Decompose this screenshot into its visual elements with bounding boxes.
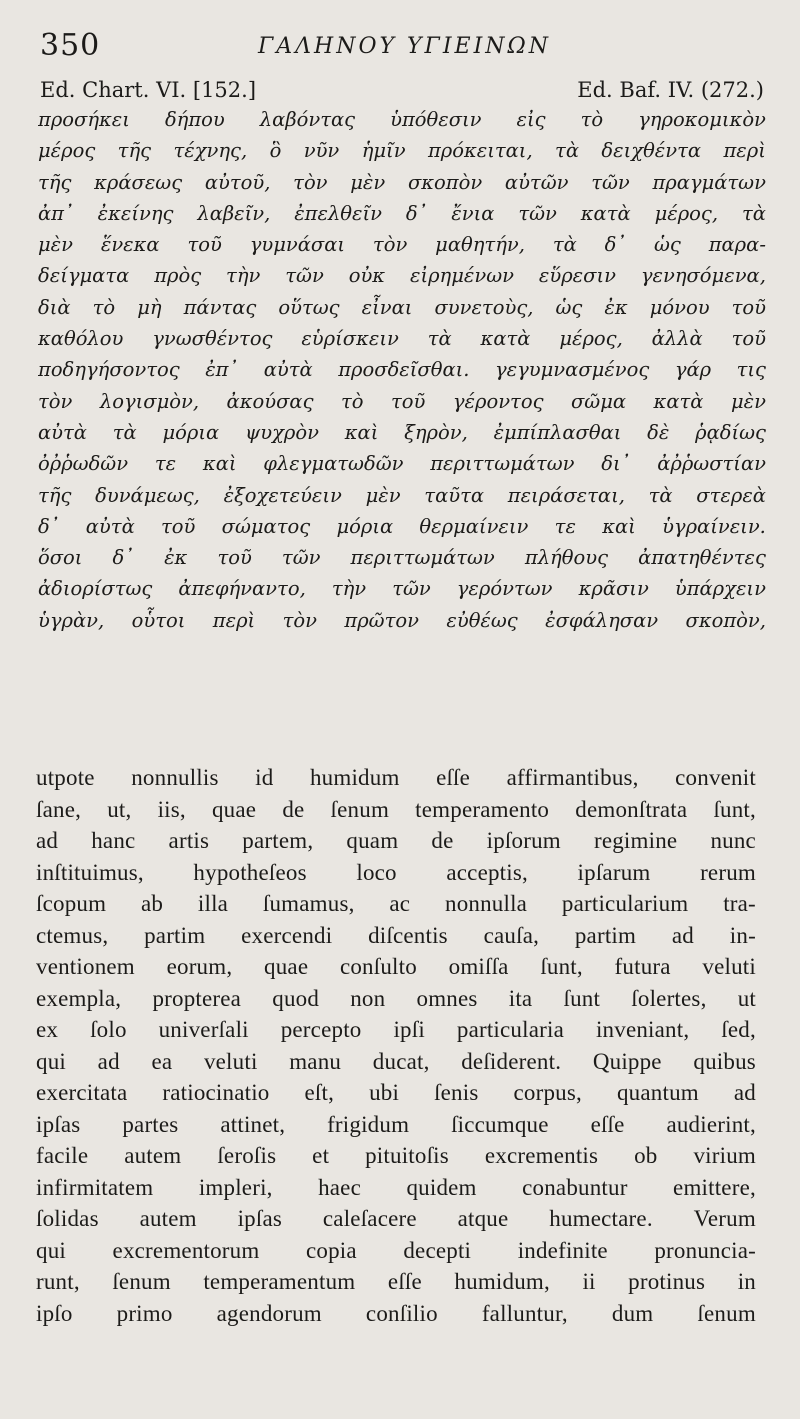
latin-line [36, 1140, 756, 1172]
latin-line [36, 1172, 756, 1204]
latin-line-text: inſtituimus, hypotheſeos loco acceptis, ipſarum rerum [36, 859, 756, 885]
greek-line-text: ἀδιορίστως ἀπεφήναντο, τὴν τῶν γερόντων κρᾶσιν ὑπάρχειν [38, 577, 766, 601]
latin-line [36, 825, 756, 857]
greek-line-text: αὐτὰ τὰ μόρια ψυχρὸν καὶ ξηρὸν, ἐμπίπλασθαι δὲ ῥᾳδίως [38, 420, 766, 444]
latin-line [36, 1046, 756, 1078]
greek-line [38, 511, 766, 542]
greek-line [38, 542, 766, 573]
edition-basel-reference: Ed. Baf. IV. (272.) [577, 78, 764, 102]
latin-text-block [36, 762, 756, 1329]
greek-line [38, 104, 766, 135]
latin-line-text: exercitata ratiocinatio eſt, ubi ſenis corpus, quantum ad [36, 1080, 756, 1105]
edition-chartier-reference: Ed. Chart. VI. [152.] [40, 78, 257, 102]
greek-line [38, 167, 766, 198]
latin-line [36, 857, 756, 889]
latin-line-text: ipſo primo agendorum conſilio falluntur, dum ſenum [36, 1300, 756, 1326]
greek-line-text: ποδηγήσοντος ἐπ᾿ αὐτὰ προσδεῖσθαι. γεγυμνασμένος γάρ τις [38, 358, 766, 382]
latin-line-text: facile autem ſeroſis et pituitoſis excrementis ob virium [36, 1143, 756, 1168]
latin-line-text: ipſas partes attinet, frigidum ſiccumque eſſe audierint, [36, 1111, 756, 1137]
latin-line [36, 1266, 756, 1298]
greek-line [38, 448, 766, 479]
greek-line [38, 386, 766, 417]
latin-line-text: ſolidas autem ipſas caleſacere atque humectare. Verum [36, 1206, 756, 1231]
greek-line [38, 417, 766, 448]
running-head [40, 28, 770, 64]
greek-line-text: ὀῤῥωδῶν τε καὶ φλεγματωδῶν περιττωμάτων δι᾿ ἀῤῥωστίαν [38, 452, 766, 476]
latin-line-text: ad hanc artis partem, quam de ipſorum regimine nunc [36, 828, 756, 853]
latin-line [36, 920, 756, 952]
latin-line [36, 794, 756, 826]
greek-line [38, 480, 766, 511]
latin-line [36, 888, 756, 920]
greek-line [38, 323, 766, 354]
greek-line [38, 198, 766, 229]
greek-line-text: προσήκει δήπου λαβόντας ὑπόθεσιν εἰς τὸ γηροκομικὸν [38, 108, 766, 131]
latin-line [36, 1014, 756, 1046]
latin-line-text: ctemus, partim exercendi diſcentis cauſa, partim ad in- [36, 922, 756, 948]
greek-line-text: δείγματα πρὸς τὴν τῶν οὐκ εἰρημένων εὕρεσιν γενησόμενα, [38, 264, 766, 288]
latin-line-text: qui ad ea veluti manu ducat, deſiderent. Quippe quibus [36, 1048, 756, 1074]
latin-line-text: utpote nonnullis id humidum eſſe affirmantibus, convenit [36, 765, 756, 790]
latin-line-text: ſcopum ab illa ſumamus, ac nonnulla particularium tra- [36, 891, 756, 916]
greek-line [38, 354, 766, 385]
latin-line-text: ex ſolo univerſali percepto ipſi particularia inveniant, ſed, [36, 1017, 756, 1042]
latin-line [36, 1077, 756, 1109]
greek-line-text: δ᾿ αὐτὰ τοῦ σώματος μόρια θερμαίνειν τε καὶ ὑγραίνειν. [38, 514, 766, 538]
latin-line-text: qui excrementorum copia decepti indefinite pronuncia- [36, 1237, 756, 1263]
greek-line-text: τὸν λογισμὸν, ἀκούσας τὸ τοῦ γέροντος σῶμα κατὰ μὲν [38, 389, 766, 413]
greek-line-text: μὲν ἕνεκα τοῦ γυμνάσαι τὸν μαθητήν, τὰ δ᾿ ὡς παρα- [38, 233, 766, 257]
latin-line [36, 951, 756, 983]
latin-line [36, 1203, 756, 1235]
latin-line-text: infirmitatem impleri, haec quidem conabuntur emittere, [36, 1174, 756, 1200]
greek-line-text: τῆς κράσεως αὐτοῦ, τὸν μὲν σκοπὸν αὐτῶν τῶν πραγμάτων [38, 170, 766, 194]
greek-line-text: διὰ τὸ μὴ πάντας οὕτως εἶναι συνετοὺς, ὡς ἐκ μόνου τοῦ [38, 295, 766, 319]
edition-reference-line [40, 78, 764, 106]
page-number: 350 [40, 28, 101, 63]
latin-line [36, 1298, 756, 1330]
greek-line-text: καθόλου γνωσθέντος εὑρίσκειν τὰ κατὰ μέρος, ἀλλὰ τοῦ [38, 327, 766, 351]
greek-line [38, 573, 766, 604]
greek-line-text: τῆς δυνάμεως, ἐξοχετεύειν μὲν ταῦτα πειράσεται, τὰ στερεὰ [38, 483, 766, 507]
greek-line-text: μέρος τῆς τέχνης, ὃ νῦν ἡμῖν πρόκειται, τὰ δειχθέντα περὶ [38, 139, 766, 163]
latin-line [36, 1109, 756, 1141]
greek-line [38, 135, 766, 166]
latin-line [36, 762, 756, 794]
running-title: ΓΑΛΗΝΟΥ ΥΓΙΕΙΝΩΝ [258, 34, 551, 59]
greek-line-text: ὅσοι δ᾿ ἐκ τοῦ τῶν περιττωμάτων πλήθους ἀπατηθέντες [38, 546, 766, 570]
latin-line-text: runt, ſenum temperamentum eſſe humidum, ii protinus in [36, 1269, 756, 1294]
greek-line [38, 260, 766, 291]
greek-line [38, 292, 766, 323]
greek-text-block [38, 104, 766, 636]
latin-line-text: exempla, propterea quod non omnes ita ſunt ſolertes, ut [36, 985, 756, 1011]
greek-line [38, 605, 766, 636]
greek-line-text: ὑγρὰν, οὗτοι περὶ τὸν πρῶτον εὐθέως ἐσφάλησαν σκοπὸν, [38, 608, 766, 632]
greek-line-text: ἀπ᾿ ἐκείνης λαβεῖν, ἐπελθεῖν δ᾿ ἔνια τῶν κατὰ μέρος, τὰ [38, 201, 766, 225]
greek-line [38, 229, 766, 260]
latin-line [36, 983, 756, 1015]
latin-line [36, 1235, 756, 1267]
latin-line-text: ventionem eorum, quae conſulto omiſſa ſunt, futura veluti [36, 954, 756, 979]
latin-line-text: ſane, ut, iis, quae de ſenum temperamento demonſtrata ſunt, [36, 796, 756, 822]
